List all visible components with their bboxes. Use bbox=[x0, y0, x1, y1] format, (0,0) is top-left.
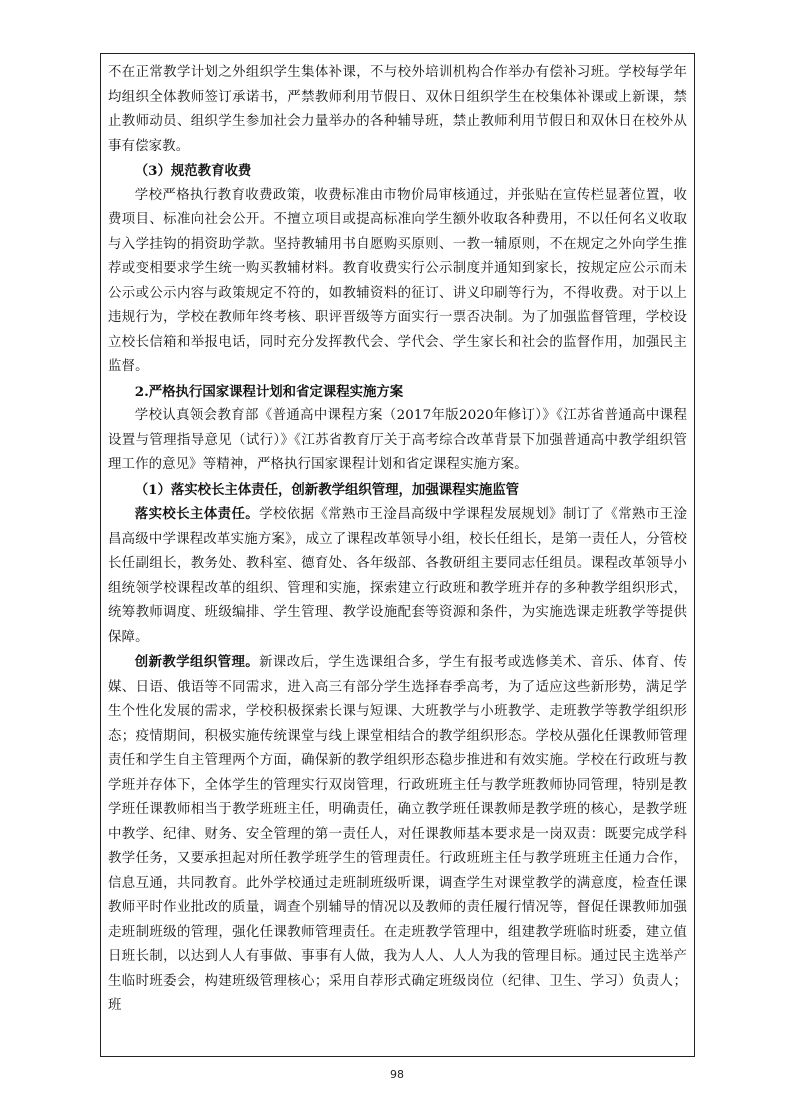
lead-principal-responsibility: 落实校长主体责任。 bbox=[134, 506, 260, 522]
text-innovate-organization: 新课改后，学生选课组合多，学生有报考或选修美术、音乐、体育、传媒、日语、俄语等不同需求，进入高三有部分学生选择春季高考，为了适应这些新形势，满足学生个性化发展的需求，学校积极探索长课与短课、大班教学与小班教学、走班教学等教学组织形态；疫情期间，积极实施传统课堂与线上课堂相结合的教学组织形态。学校从强化任课教师管理责任和学生自主管理两个方面，确保新的教学组织形态稳步推进和有效实施。学校在行政班与教学班并存体下，全体学生的管理实行双岗管理，行政班班主任与教学班教师协同管理，特别是教学班任课教师相当于教学班班主任，明确责任，确立教学班任课教师是教学班的核心，是教学班中教学、纪律、财务、安全管理的第一责任人，对任课教师基本要求是一岗双责：既要完成学科教学任务，又要承担起对所任教学班学生的管理责任。行政班班主任与教学班班主任通力合作，信息互通，共同教育。此外学校通过走班制班级听课，调查学生对课堂教学的满意度，检查任课教师平时作业批改的质量，调查个别辅导的情况以及教师的责任履行情况等，督促任课教师加强走班制班级的管理，强化任课教师管理责任。在走班教学管理中，组建教学班临时班委，建立值日班长制，以达到人人有事做、事事有人做，我为人人、人人为我的管理目标。通过民主选举产生临时班委会，构建班级管理核心；采用自荐形式确定班级岗位（纪律、卫生、学习）负责人；班 bbox=[108, 655, 687, 1013]
heading-standardize-fees: （3）规范教育收费 bbox=[134, 163, 252, 179]
page-number: 98 bbox=[390, 1068, 404, 1081]
paragraph-fees: 学校严格执行教育收费政策，收费标准由市物价局审核通过，并张贴在宣传栏显著位置，收费项目、标准向社会公开。不擅立项目或提高标准向学生额外收取各种费用，不以任何名义收取与入学挂钩的捐资助学款。坚持教辅用书自愿购买原则、一教一辅原则，不在规定之外向学生推荐或变相要求学生统一购买教辅材料。教育收费实行公示制度并通知到家长，按规定应公示而未公示或公示内容与政策规定不符的，如教辅资料的征订、讲义印刷等行为，不得收费。对于以上违规行为，学校在教师年终考核、职评晋级等方面实行一票否决制。为了加强监督管理，学校设立校长信箱和举报电话，同时充分发挥教代会、学代会、学生家长和社会的监督作用，加强民主监督。 bbox=[108, 187, 687, 374]
paragraph-principal-responsibility bbox=[108, 502, 687, 650]
paragraph-curriculum: 学校认真领会教育部《普通高中课程方案（2017年版2020年修订）》《江苏省普通高中课程设置与管理指导意见（试行）》《江苏省教育厅关于高考综合改革背景下加强普通高中教学组织管理工作的意见》等精神，严格执行国家课程计划和省定课程实施方案。 bbox=[108, 408, 687, 472]
lead-innovate-organization: 创新教学组织管理。 bbox=[134, 654, 260, 670]
paragraph-innovate-organization bbox=[108, 650, 687, 1019]
paragraph-extra-tutoring: 不在正常教学计划之外组织学生集体补课，不与校外培训机构合作举办有偿补习班。学校每学年均组织全体教师签订承诺书，严禁教师利用节假日、双休日组织学生在校集体补课或上新课，禁止教师动员、组织学生参加社会力量举办的各种辅导班，禁止教师利用节假日和双休日在校外从事有偿家教。 bbox=[108, 65, 687, 154]
heading-principal-responsibility: （1）落实校长主体责任，创新教学组织管理，加强课程实施监管 bbox=[134, 481, 520, 498]
document-frame bbox=[100, 53, 695, 1057]
heading-curriculum-plan: 2.严格执行国家课程计划和省定课程实施方案 bbox=[134, 383, 404, 400]
text-principal-responsibility: 学校依据《常熟市王淦昌高级中学课程发展规划》制订了《常熟市王淦昌高级中学课程改革实施方案》，成立了课程改革领导小组，校长任组长，是第一责任人，分管校长任副组长，教务处、教科室、德育处、各年级部、各教研组主要同志任组员。课程改革领导小组统领学校课程改革的组织、管理和实施，探索建立行政班和教学班并存的多种教学组织形式，统筹教师调度、班级编排、学生管理、教学设施配套等资源和条件，为实施选课走班教学等提供保障。 bbox=[108, 507, 687, 645]
